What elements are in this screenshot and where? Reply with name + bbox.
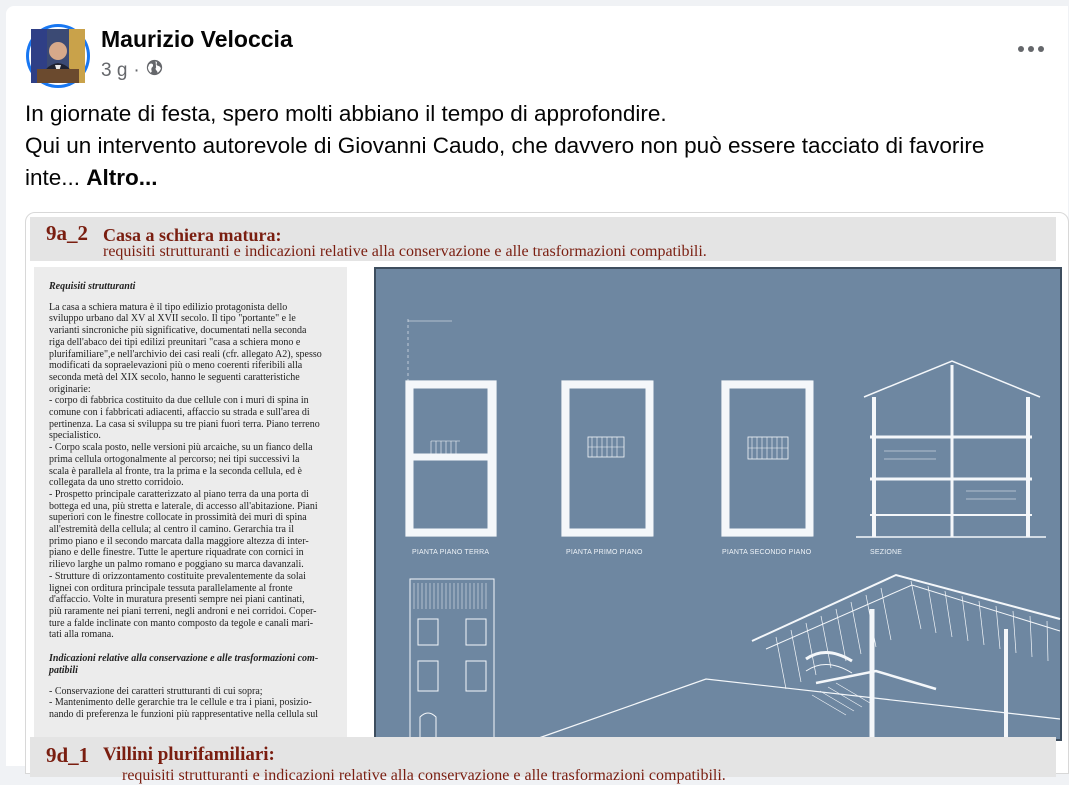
image-header-code: 9a_2 (46, 221, 88, 245)
image-text-column (34, 267, 347, 737)
post-text-line (25, 162, 1065, 194)
avatar-photo (31, 29, 85, 83)
section-body: La casa a schiera matura è il tipo edilizio protagonista dello sviluppo urbano dal XV al XVII secolo. Il tipo "portante" e le varianti sincroniche più significative, documentati nella seconda riga dell'abaco dei tipi edilizi preunitari "casa a schiera mono e plurifamiliare",e nell'archivio dei casi reali (cfr. allegato A2), spesso modificati da sopraelevazioni più o meno coerenti riferibili alla seconda metà del XIX secolo, hanno le seguenti caratteristiche originarie: - corpo di fabbrica costituito da due cellule con i muri di spina in comune con i fabbricati adiacenti, affaccio su strada e sull'area di pertinenza. La casa si sviluppa su tre piani fuori terra. Piano terreno specialistico. - Corpo scala posto, nelle versioni più arcaiche, su un fianco della prima cellula ortogonalmente al percorso; nei tipi successivi la scala è parallela al fronte, tra la prima e la seconda cellula, ed è collegata da uno stretto corridoio. - Prospetto principale caratterizzato al piano terra da una porta di bottega ed una, più stretta e laterale, di accesso all'abitazione. Piani superiori con le finestre collocate in prossimità dei muri di spina all'estremità della cellula; al centro il camino. Gerarchia tra il primo piano e il secondo marcata dalla maggiore altezza di inter- piano e delle finestre. Tutte le aperture riquadrate con cornici in rilievo larghe un palmo romano e poggiano su marca davanzali. - Strutture di orizzontamento costituite prevalentemente da solai lignei con orditura principale tessuta parallelamente al fronte d'affaccio. Volte in muratura presenti sempre nei piani cantinati, più raramente nei piani terreni, negli androni e nei corridoi. Coper- ture a falde inclinate con manto composto da tegole e canali mari- tati alla romana. (49, 301, 322, 641)
drawing-caption: PIANTA PRIMO PIANO (566, 549, 643, 556)
image-header-band (30, 217, 1056, 261)
author-avatar[interactable] (26, 24, 90, 88)
see-more-link[interactable]: Altro... (86, 165, 158, 190)
image-header-subtitle: requisiti strutturanti e indicazioni relative alla conservazione e alle trasformazioni compatibili. (103, 243, 707, 260)
drawing-caption: PIANTA SECONDO PIANO (722, 549, 812, 556)
image-footer-title: Villini plurifamiliari: (103, 744, 275, 765)
drawing-illustration (376, 269, 1060, 739)
image-footer-band (30, 737, 1056, 784)
section-title: Indicazioni relative alla conservazione e alle trasformazioni com- patibili (49, 653, 319, 676)
drawing-caption: PIANTA PIANO TERRA (412, 549, 490, 556)
architectural-drawing (374, 267, 1062, 741)
meta-separator: · (133, 59, 140, 81)
post-text-truncated: inte... (25, 165, 81, 190)
image-footer-subtitle: requisiti strutturanti e indicazioni relative alla conservazione e alle trasformazioni compatibili. (122, 767, 726, 784)
image-footer-code: 9d_1 (46, 743, 90, 767)
section-body: - Conservazione dei caratteri strutturanti di cui sopra; - Mantenimento delle gerarchie tra le cellule e tra i piani, posizio- nando di preferenza le funzioni più rappresentative nella cellula sul (49, 685, 319, 720)
post-text-line: Qui un intervento autorevole di Giovanni Caudo, che davvero non può essere tacciato di favorire (25, 133, 985, 158)
author-name[interactable]: Maurizio Veloccia (101, 26, 293, 52)
drawing-caption: SEZIONE (870, 549, 903, 556)
image-header-title: Casa a schiera matura: (103, 225, 282, 245)
post-meta (101, 59, 163, 82)
post-text-line: In giornate di festa, spero molti abbiano il tempo di approfondire. (25, 101, 667, 126)
post-text (25, 98, 1065, 194)
post-time[interactable]: 3 g (101, 59, 128, 81)
more-options-icon[interactable] (1016, 42, 1046, 56)
globe-icon[interactable] (146, 59, 163, 82)
post-image[interactable] (25, 212, 1069, 784)
post-card (6, 6, 1068, 784)
section-title: Requisiti strutturanti (49, 281, 136, 292)
